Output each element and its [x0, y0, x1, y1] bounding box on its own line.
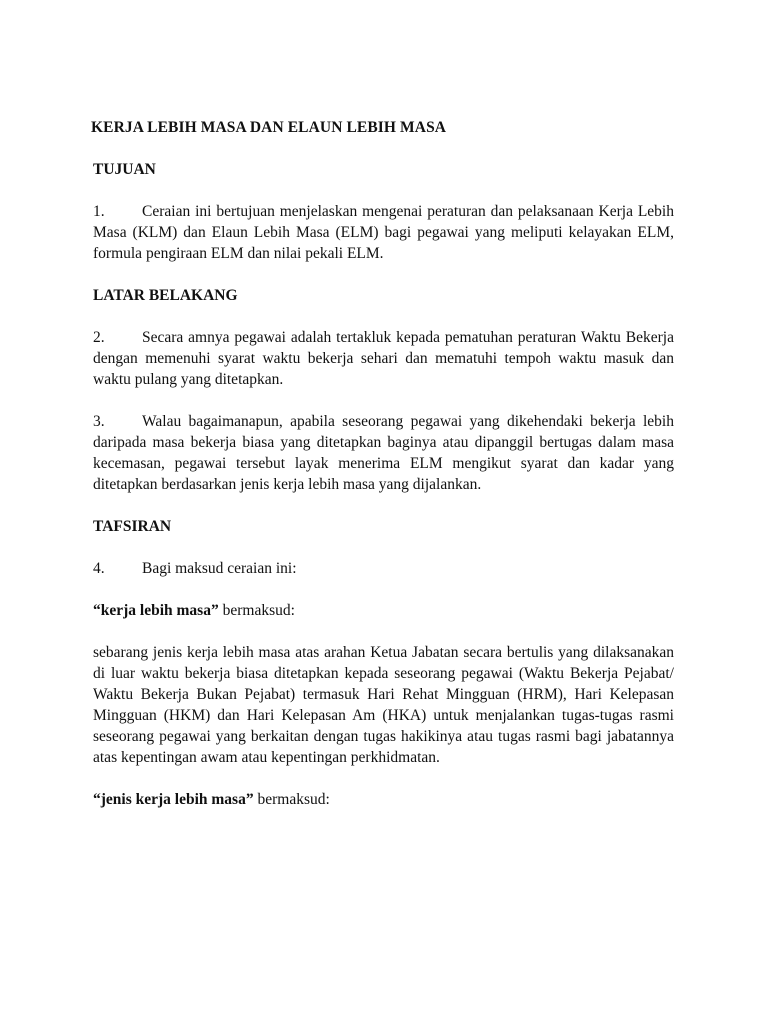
paragraph-number: 1. — [93, 203, 105, 220]
paragraph-number: 4. — [93, 560, 105, 577]
heading-tafsiran: TAFSIRAN — [93, 518, 172, 535]
definition-suffix: bermaksud: — [218, 602, 295, 619]
definition-text: sebarang jenis kerja lebih masa atas arahan Ketua Jabatan secara bertulis yang dilaksanakan di luar waktu bekerja biasa ditetapkan kepada seseorang pegawai (Waktu Bekerja Pejabat/ Waktu Bekerja Bukan Pejabat) termasuk Hari Rehat Mingguan (HRM), Hari Kelepasan Mingguan (HKM) dan Hari Kelepasan Am (HKA) untuk menjalankan tugas-tugas rasmi seseorang pegawai yang berkaitan dengan tugas hakikinya atau tugas rasmi bagi jabatannya atas kepentingan awam atau kepentingan perkhidmatan. — [93, 644, 674, 766]
heading-tujuan: TUJUAN — [93, 161, 156, 178]
paragraph-text: Ceraian ini bertujuan menjelaskan mengenai peraturan dan pelaksanaan Kerja Lebih Masa (KLM) dan Elaun Lebih Masa (ELM) bagi pegawai yang meliputi kelayakan ELM, formula pengiraan ELM dan nilai pekali ELM. — [93, 203, 674, 262]
document-page — [93, 117, 674, 810]
paragraph-text: Walau bagaimanapun, apabila seseorang pegawai yang dikehendaki bekerja lebih daripada masa bekerja biasa yang ditetapkan baginya atau dipanggil bertugas dalam masa kecemasan, pegawai tersebut layak menerima ELM mengikut syarat dan kadar yang ditetapkan berdasarkan jenis kerja lebih masa yang dijalankan. — [93, 413, 674, 493]
definition-term: “jenis kerja lebih masa” — [93, 791, 254, 808]
definition-kerja-lebih-masa — [93, 600, 674, 621]
paragraph-1 — [93, 201, 674, 264]
paragraph-2 — [93, 327, 674, 390]
paragraph-3 — [93, 411, 674, 495]
heading-latar-belakang: LATAR BELAKANG — [93, 287, 238, 304]
definition-term: “kerja lebih masa” — [93, 602, 219, 619]
definition-jenis-kerja-lebih-masa — [93, 789, 674, 810]
paragraph-number: 2. — [93, 329, 105, 346]
paragraph-4 — [93, 558, 674, 579]
paragraph-text: Bagi maksud ceraian ini: — [142, 560, 297, 577]
paragraph-number: 3. — [93, 413, 105, 430]
definition-suffix: bermaksud: — [253, 791, 330, 808]
document-title: KERJA LEBIH MASA DAN ELAUN LEBIH MASA — [91, 119, 447, 136]
paragraph-text: Secara amnya pegawai adalah tertakluk kepada pematuhan peraturan Waktu Bekerja dengan memenuhi syarat waktu bekerja sehari dan mematuhi tempoh waktu masuk dan waktu pulang yang ditetapkan. — [93, 329, 674, 388]
